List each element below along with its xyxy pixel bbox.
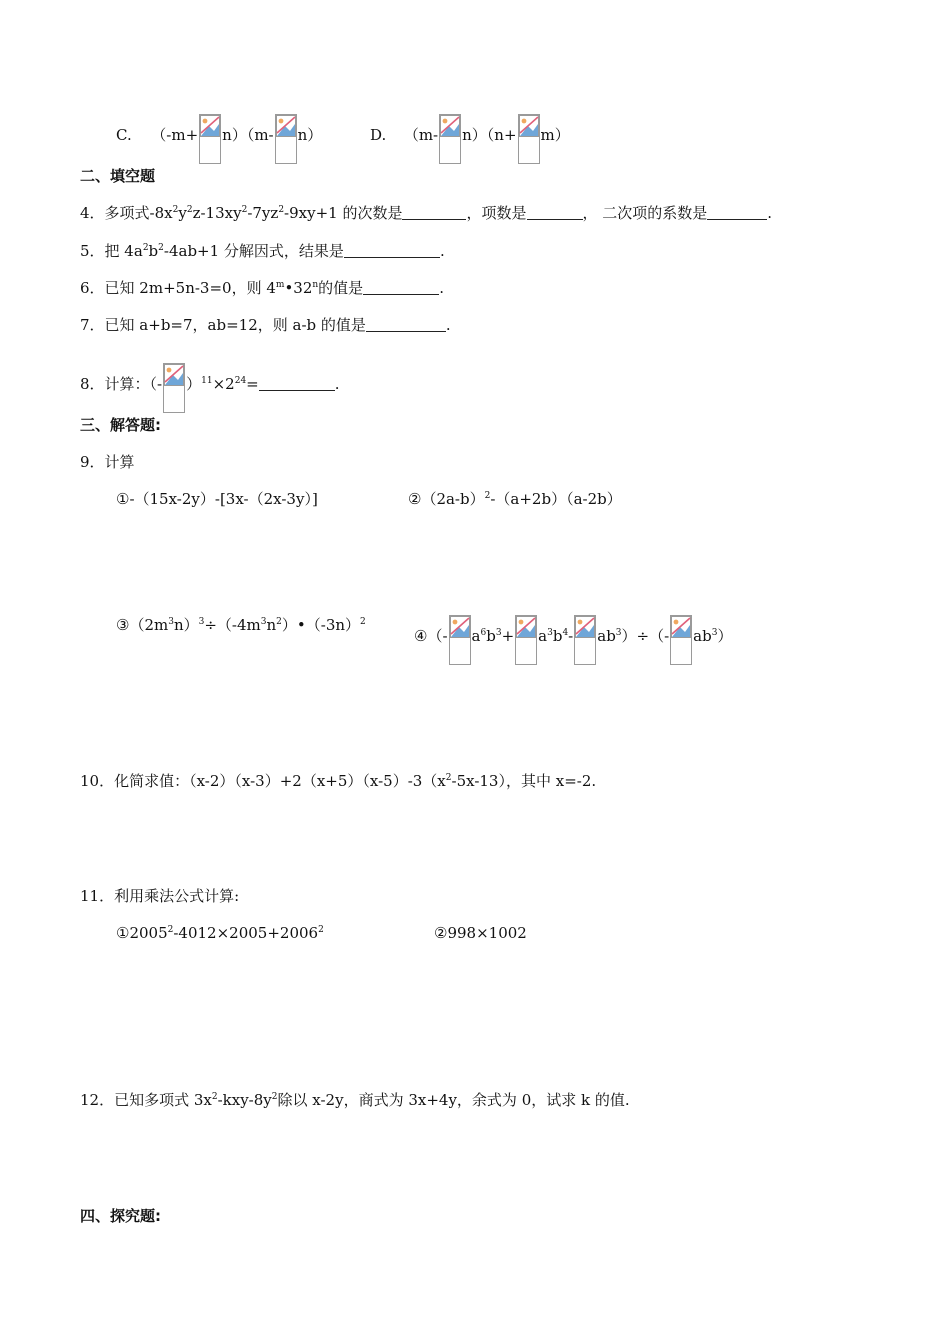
answer-blank[interactable] bbox=[402, 205, 466, 220]
broken-image-icon bbox=[439, 114, 461, 164]
question-11-part-2: ②998×1002 bbox=[434, 924, 527, 942]
answer-blank[interactable] bbox=[344, 243, 440, 258]
broken-image-icon bbox=[275, 114, 297, 164]
broken-image-icon bbox=[670, 615, 692, 665]
answer-blank[interactable] bbox=[527, 205, 583, 220]
question-4: 4．多项式$-8x^2y^2z-13xy^2-7yz^2-9xy+1$ 的次数是 ，项数是 ， 二次项的系数是 . bbox=[80, 204, 773, 222]
question-9-title: 9．计算 bbox=[80, 453, 135, 471]
section-fill-in-title: 二、填空题 bbox=[80, 167, 156, 185]
broken-image-icon bbox=[518, 114, 540, 164]
answer-blank[interactable] bbox=[259, 376, 335, 391]
option-c-label: C. bbox=[116, 126, 132, 144]
option-c-text-3: n） bbox=[297, 126, 323, 144]
question-9-part-3: $③(2m^3n)^3\div(-4m^3n^2)•(-3n)^2$ bbox=[116, 616, 366, 634]
section-answer-title: 三、解答题: bbox=[80, 416, 161, 434]
section-explore-title: 四、探究题: bbox=[80, 1207, 161, 1225]
question-11-part-1: $①2005^2-4012\times 2005+2006^2$ bbox=[116, 924, 324, 942]
option-d-text-2: n）（n+ bbox=[462, 126, 517, 144]
broken-image-icon bbox=[574, 615, 596, 665]
broken-image-icon bbox=[163, 363, 185, 413]
option-d-label: D. bbox=[370, 126, 387, 144]
option-c bbox=[116, 114, 322, 164]
answer-blank[interactable] bbox=[366, 317, 446, 332]
answer-blank[interactable] bbox=[363, 280, 439, 295]
option-c-text-2: n）（m- bbox=[222, 126, 274, 144]
broken-image-icon bbox=[449, 615, 471, 665]
question-9-part-4: ④（- $a^6b^3+$ $a^3b^4-$ $ab^3)\div(-$ $ab^3$） bbox=[414, 615, 732, 665]
question-12: 12．已知多项式 $3x^2-kxy-8y^2$除以 x-2y，商式为 3x+4y，余式为 0，试求 k 的值. bbox=[80, 1091, 630, 1109]
option-d-text-1: （m- bbox=[403, 126, 439, 144]
option-d bbox=[370, 114, 570, 164]
option-c-text-1: （-m+ bbox=[151, 126, 199, 144]
option-d-text-3: m） bbox=[540, 126, 570, 144]
question-11-title: 11．利用乘法公式计算: bbox=[80, 887, 240, 905]
question-8: 8．计算：（- ）$^{11}\times 2^{24}=$ . bbox=[80, 363, 340, 413]
broken-image-icon bbox=[515, 615, 537, 665]
broken-image-icon bbox=[199, 114, 221, 164]
question-6: 6．已知 2m+5n-3=0，则 4$^m$•32$^n$的值是 . bbox=[80, 279, 444, 297]
question-7: 7．已知 a+b=7，ab=12，则 a-b 的值是 . bbox=[80, 316, 451, 334]
question-5: 5．把 $4a^2b^2-4ab+1$ 分解因式，结果是 . bbox=[80, 242, 445, 260]
answer-blank[interactable] bbox=[707, 205, 767, 220]
question-9-part-2: $②(2a-b)^2-(a+2b)(a-2b)$ bbox=[408, 490, 622, 508]
question-9-part-1: ①-（15x-2y）-[3x-（2x-3y）] bbox=[116, 490, 318, 508]
question-10: 10．化简求值：$(x-2)(x-3)+2(x+5)(x-5)-3(x^2-5x-13)$，其中 x=-2. bbox=[80, 772, 597, 790]
